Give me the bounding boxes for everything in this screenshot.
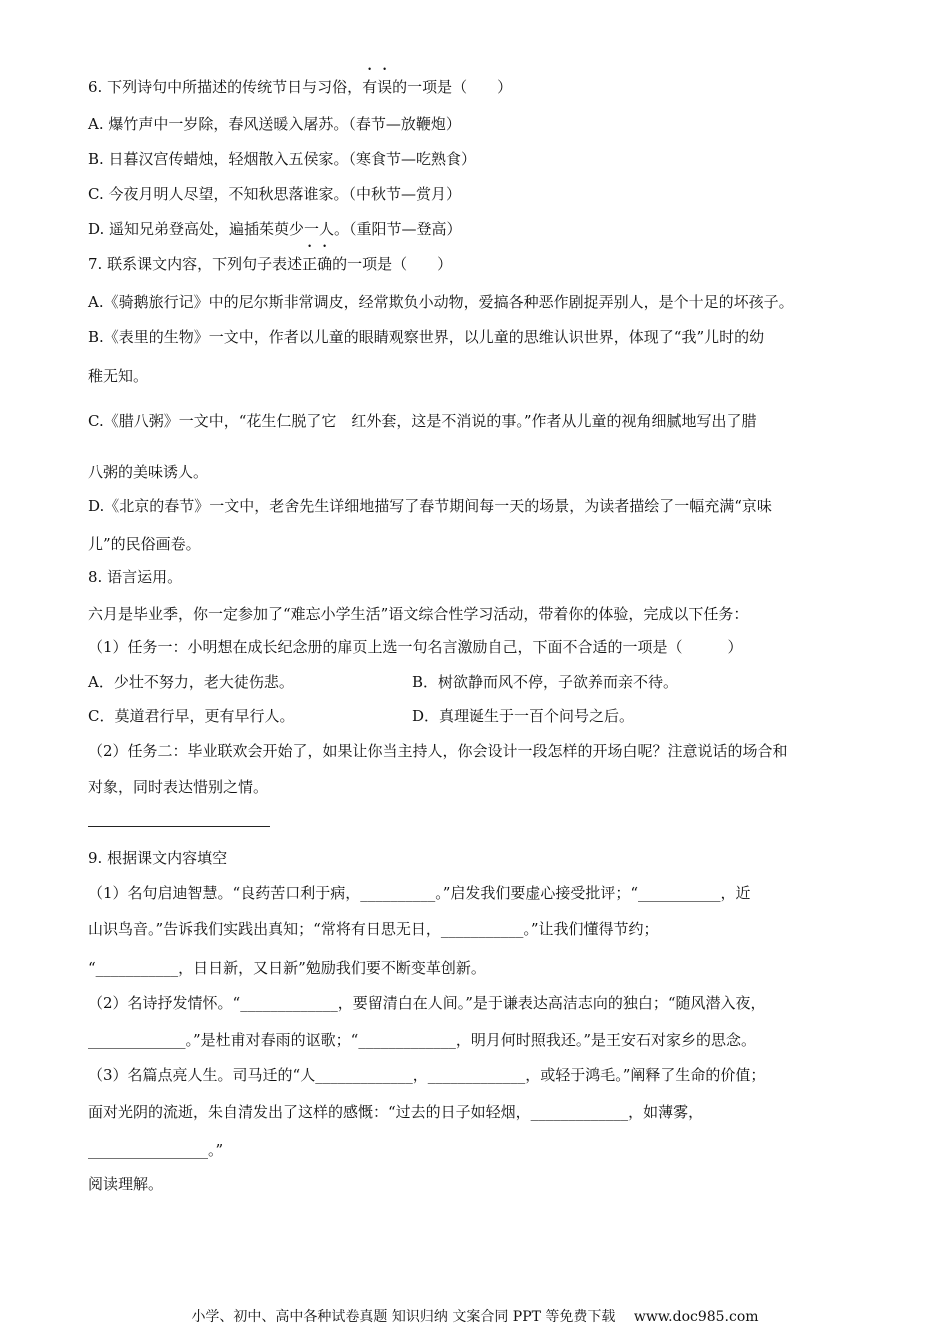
q7-stem-b: 的一项是（ ） (332, 255, 453, 273)
q8-task2-line1: （2）任务二：毕业联欢会开始了，如果让你当主持人，你会设计一段怎样的开场白呢？注意说话的场合和 (88, 742, 788, 760)
q7-stem-a: 7. 联系课文内容，下列句子表述 (88, 255, 303, 273)
q8-intro: 六月是毕业季，你一定参加了“难忘小学生活”语文综合性学习活动，带着你的体验，完成以下任务： (88, 605, 749, 623)
q8-option-a: A．少壮不努力，老大徒伤悲。 (88, 673, 294, 691)
reading-heading: 阅读理解。 (88, 1175, 164, 1193)
q9-line-7: 面对光阴的流逝，朱自清发出了这样的感慨：“过去的日子如轻烟，_____________，如薄雾， (88, 1103, 704, 1121)
q9-line-1: （1）名句启迪智慧。“良药苦口利于病，__________。”启发我们要虚心接受批评；“___________，近 (88, 884, 751, 902)
q6-option-a: A. 爆竹声中一岁除，春风送暖入屠苏。（春节—放鞭炮） (88, 115, 461, 133)
q8-task2-line2: 对象，同时表达惜别之情。 (88, 778, 269, 796)
q8-option-c: C．莫道君行早，更有早行人。 (88, 707, 295, 725)
q7-option-d-line1: D.《北京的春节》一文中，老舍先生详细地描写了春节期间每一天的场景，为读者描绘了一幅充满“京味 (88, 497, 772, 515)
q8-option-d: D．真理诞生于一百个问号之后。 (412, 707, 635, 725)
q6-stem-a: 6. 下列诗句中所描述的传统节日与习俗， (88, 78, 363, 96)
q7-option-b-line1: B.《表里的生物》一文中，作者以儿童的眼睛观察世界，以儿童的思维认识世界，体现了“我”儿时的幼 (88, 328, 765, 346)
q8-title: 8. 语言运用。 (88, 568, 183, 586)
q8-option-b: B．树欲静而风不停，子欲养而亲不待。 (412, 673, 679, 691)
q6-stem (88, 77, 512, 97)
q9-line-3: “___________，日日新，又日新”勉励我们要不断变革创新。 (88, 959, 486, 977)
q8-task1: （1）任务一：小明想在成长纪念册的扉页上选一句名言激励自己，下面不合适的一项是（ ） (88, 638, 743, 656)
q9-line-8: ________________。” (88, 1141, 224, 1159)
q9-line-2: 山识鸟音。”告诉我们实践出真知；“常将有日思无日，___________。”让我们懂得节约； (88, 920, 659, 938)
q6-option-c: C. 今夜月明人尽望，不知秋思落谁家。（中秋节—赏月） (88, 185, 461, 203)
q7-option-c-line2: 八粥的美味诱人。 (88, 463, 209, 481)
q7-option-c-line1: C.《腊八粥》一文中，“花生仁脱了它 红外套，这是不消说的事。”作者从儿童的视角细腻地写出了腊 (88, 412, 757, 430)
q7-stem (88, 254, 452, 274)
page-footer: 小学、初中、高中各种试卷真题 知识归纳 文案合同 PPT 等免费下载 www.doc985.com (191, 1309, 759, 1325)
q6-emphasis-1: 有 (362, 78, 378, 96)
q7-emphasis-1: 正 (302, 255, 318, 273)
answer-blank-line (88, 826, 270, 827)
q6-option-d: D. 遥知兄弟登高处，遍插茱萸少一人。（重阳节—登高） (88, 220, 462, 238)
q9-line-6: （3）名篇点亮人生。司马迁的“人_____________，_____________，或轻于鸿毛。”阐释了生命的价值； (88, 1066, 766, 1084)
q9-line-4: （2）名诗抒发情怀。“_____________，要留清白在人间。”是于谦表达高洁志向的独白；“随风潜入夜， (88, 994, 766, 1012)
q7-emphasis-2: 确 (317, 255, 333, 273)
q6-emphasis-2: 误 (377, 78, 393, 96)
q7-option-b-line2: 稚无知。 (88, 367, 149, 385)
q9-title: 9. 根据课文内容填空 (88, 849, 228, 867)
q7-option-d-line2: 儿”的民俗画卷。 (88, 535, 201, 553)
q9-line-5: _____________。”是杜甫对春雨的讴歌；“_____________，明月何时照我还。”是王安石对家乡的思念。 (88, 1031, 757, 1049)
q7-option-a: A.《骑鹅旅行记》中的尼尔斯非常调皮，经常欺负小动物，爱搞各种恶作剧捉弄别人，是个十足的坏孩子。 (88, 293, 794, 311)
q6-option-b: B. 日暮汉宫传蜡烛，轻烟散入五侯家。（寒食节—吃熟食） (88, 150, 477, 168)
q6-stem-b: 的一项是（ ） (392, 78, 513, 96)
